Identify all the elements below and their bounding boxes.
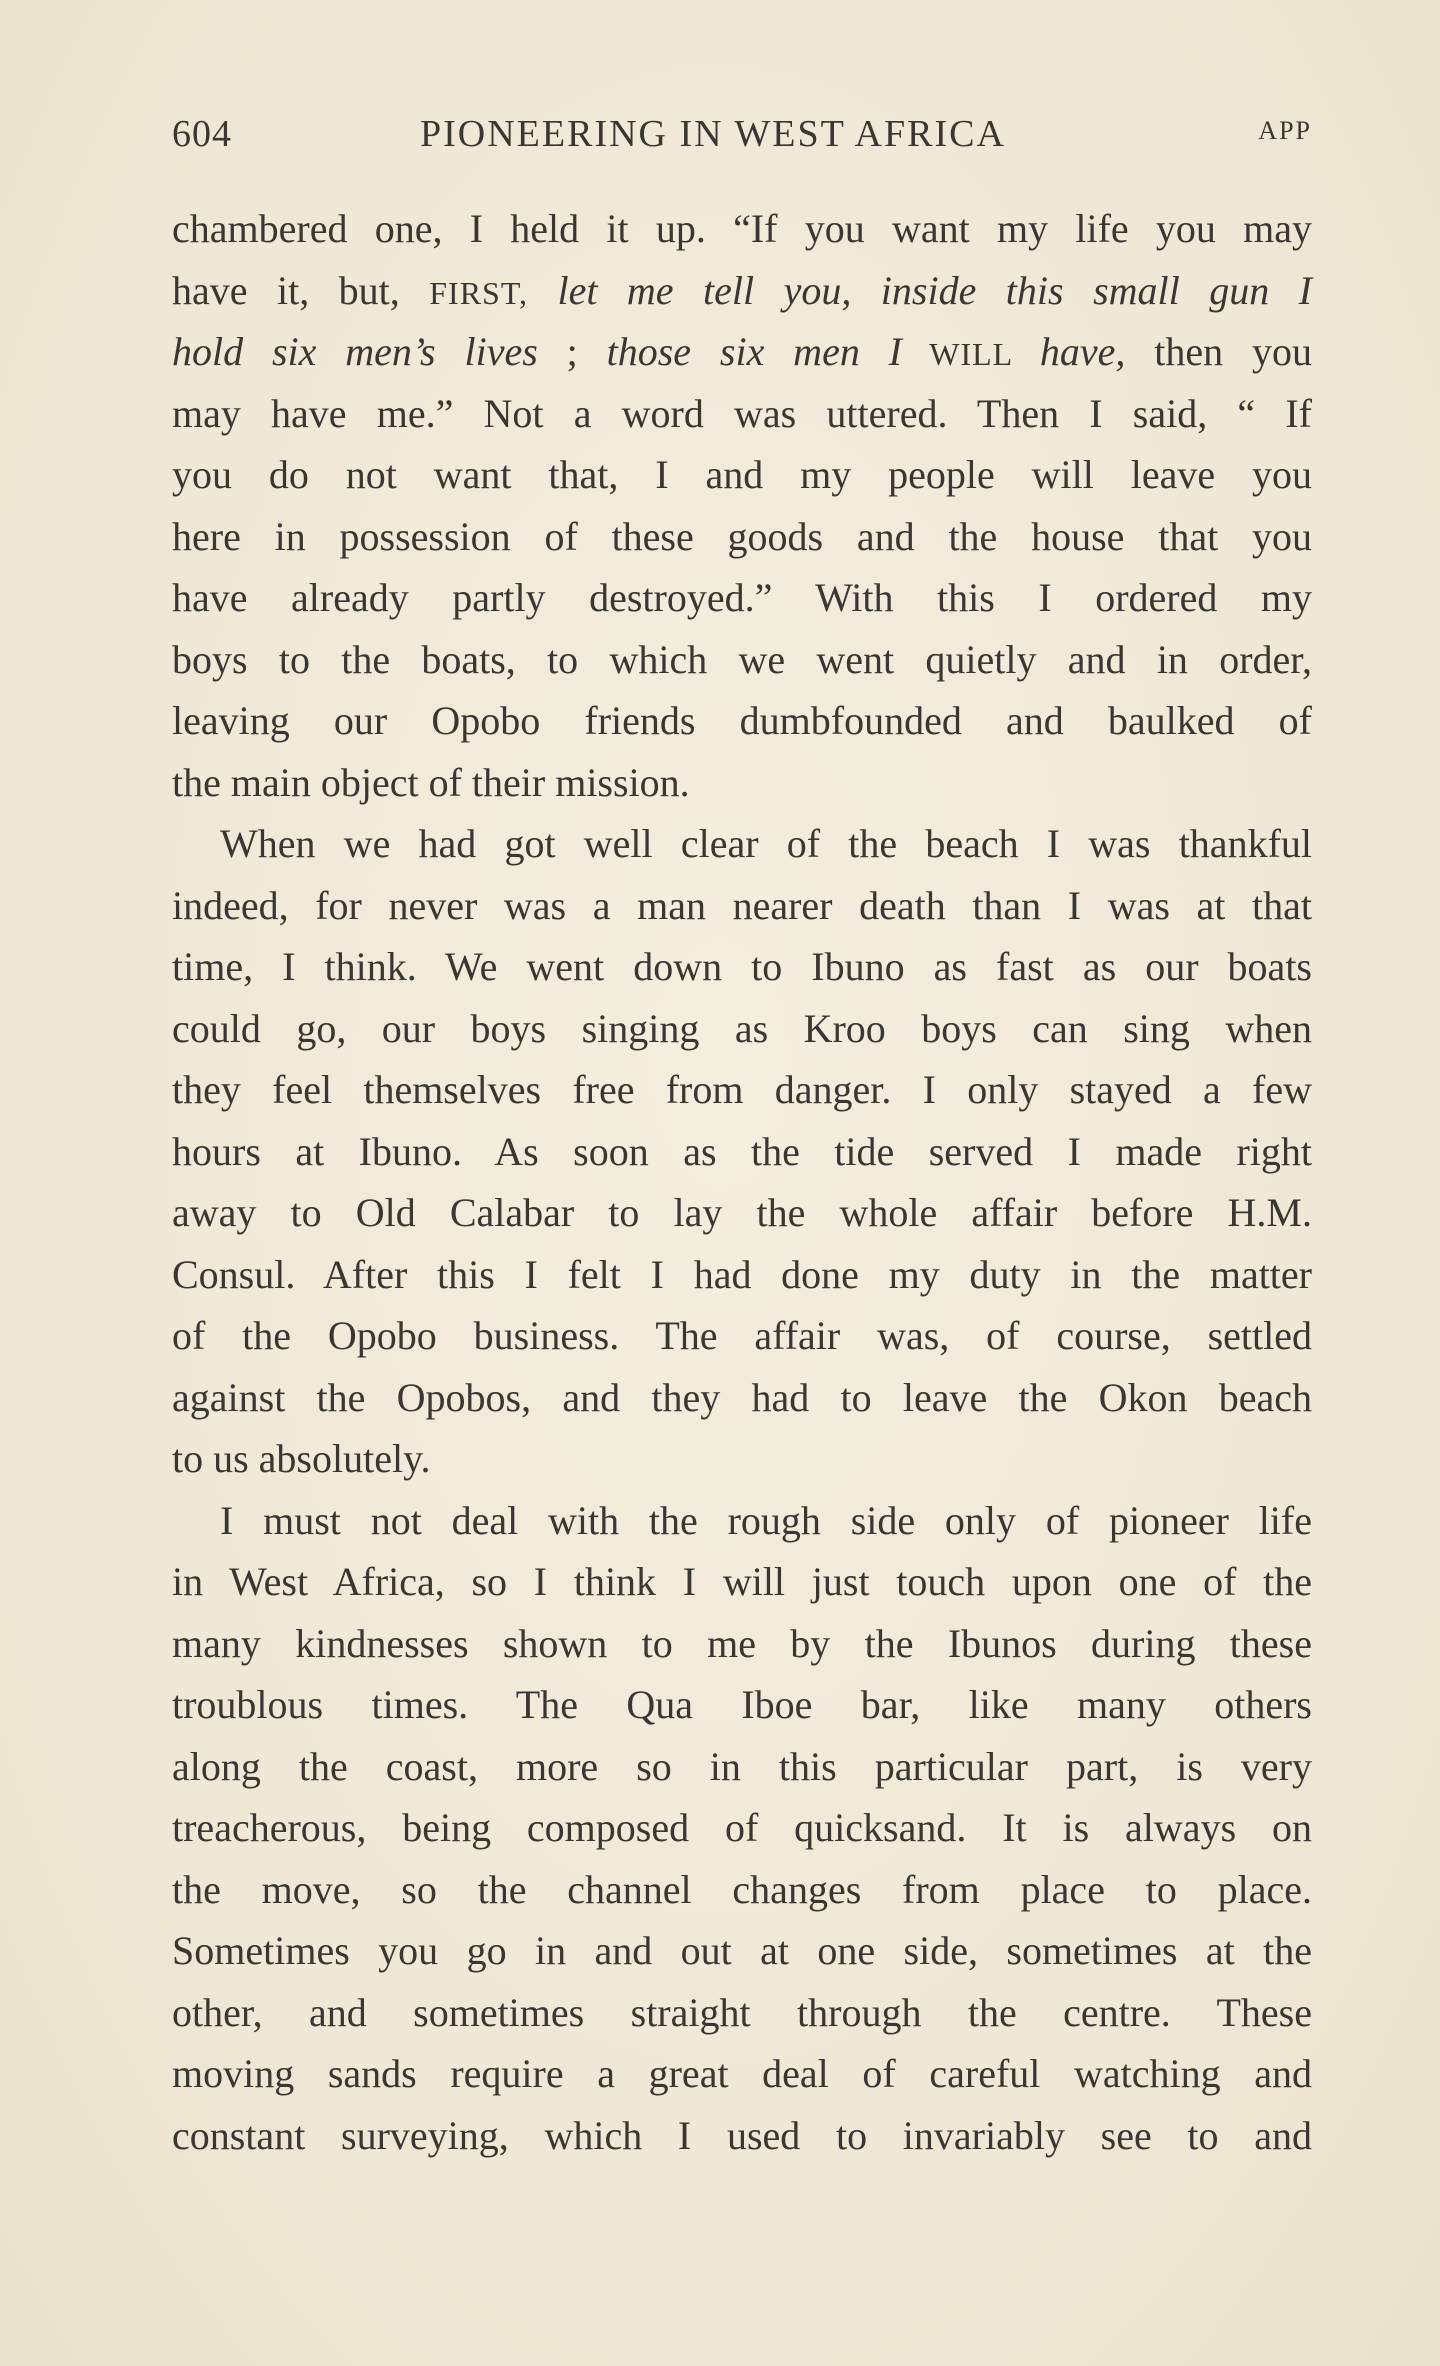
text-line: Sometimes you go in and out at one side, sometimes at the [172, 1928, 1312, 1973]
text-line: could go, our boys singing as Kroo boys can sing when [172, 1005, 1312, 1051]
text-line: When we had got well clear of the beach I was thankful [220, 821, 1312, 866]
italic-span: let me tell you, inside this small gun I [528, 267, 1312, 313]
text-line: other, and sometimes straight through the centre. These [172, 1989, 1312, 2035]
text-line: have already partly destroyed.” With this I ordered my [172, 575, 1312, 620]
text-span: ; [537, 329, 607, 374]
small-caps-span: WILL [902, 336, 1040, 372]
small-caps-span: FIRST, [429, 274, 529, 311]
text-line [172, 321, 1312, 383]
text-span: have it, but, [172, 267, 430, 313]
text-line: indeed, for never was a man nearer death than I was at that [172, 882, 1312, 928]
text-line: boys to the boats, to which we went quietly and in order, [172, 636, 1312, 682]
italic-span: those six men I [606, 329, 902, 374]
running-title: PIONEERING IN WEST AFRICA [420, 113, 1006, 155]
text-line: chambered one, I held it up. “If you want my life you may [172, 206, 1312, 251]
text-line: hours at Ibuno. As soon as the tide served I made right [172, 1128, 1312, 1174]
text-line: many kindnesses shown to me by the Ibunos during these [172, 1620, 1312, 1666]
text-line: you do not want that, I and my people will leave you [172, 452, 1312, 497]
text-line [172, 260, 1312, 322]
text-line: moving sands require a great deal of careful watching and [172, 2051, 1312, 2096]
text-line: of the Opobo business. The affair was, of course, settled [172, 1313, 1312, 1358]
text-span: then you [1125, 329, 1312, 374]
text-line: away to Old Calabar to lay the whole affair before H.M. [172, 1190, 1312, 1235]
text-line: leaving our Opobo friends dumbfounded and baulked of [172, 698, 1312, 743]
italic-span: have, [1039, 329, 1126, 374]
text-line: may have me.” Not a word was uttered. Then I said, “ If [172, 390, 1312, 436]
text-line: constant surveying, which I used to invariably see to and [172, 2112, 1312, 2158]
text-line: treacherous, being composed of quicksand. It is always on [172, 1805, 1312, 1850]
text-line: in West Africa, so I think I will just touch upon one of the [172, 1559, 1312, 1604]
text-line: here in possession of these goods and the house that you [172, 513, 1312, 559]
text-line: troublous times. The Qua Iboe bar, like many others [172, 1682, 1312, 1727]
text-line: I must not deal with the rough side only of pioneer life [220, 1497, 1312, 1543]
text-line: along the coast, more so in this particular part, is very [172, 1743, 1312, 1789]
text-line: the move, so the channel changes from place to place. [172, 1866, 1312, 1912]
text-line: Consul. After this I felt I had done my duty in the matter [172, 1251, 1312, 1297]
page-number: 604 [172, 113, 232, 155]
section-mark: APP [1258, 116, 1312, 145]
text-line: time, I think. We went down to Ibuno as fast as our boats [172, 944, 1312, 989]
text-line: the main object of their mission. [172, 759, 690, 805]
text-line: against the Opobos, and they had to leave the Okon beach [172, 1374, 1312, 1420]
italic-span: hold six men’s lives [172, 329, 538, 374]
text-line: they feel themselves free from danger. I only stayed a few [172, 1067, 1312, 1112]
running-header [172, 112, 1312, 162]
body-text [172, 198, 1312, 2166]
text-line: to us absolutely. [172, 1436, 431, 1481]
